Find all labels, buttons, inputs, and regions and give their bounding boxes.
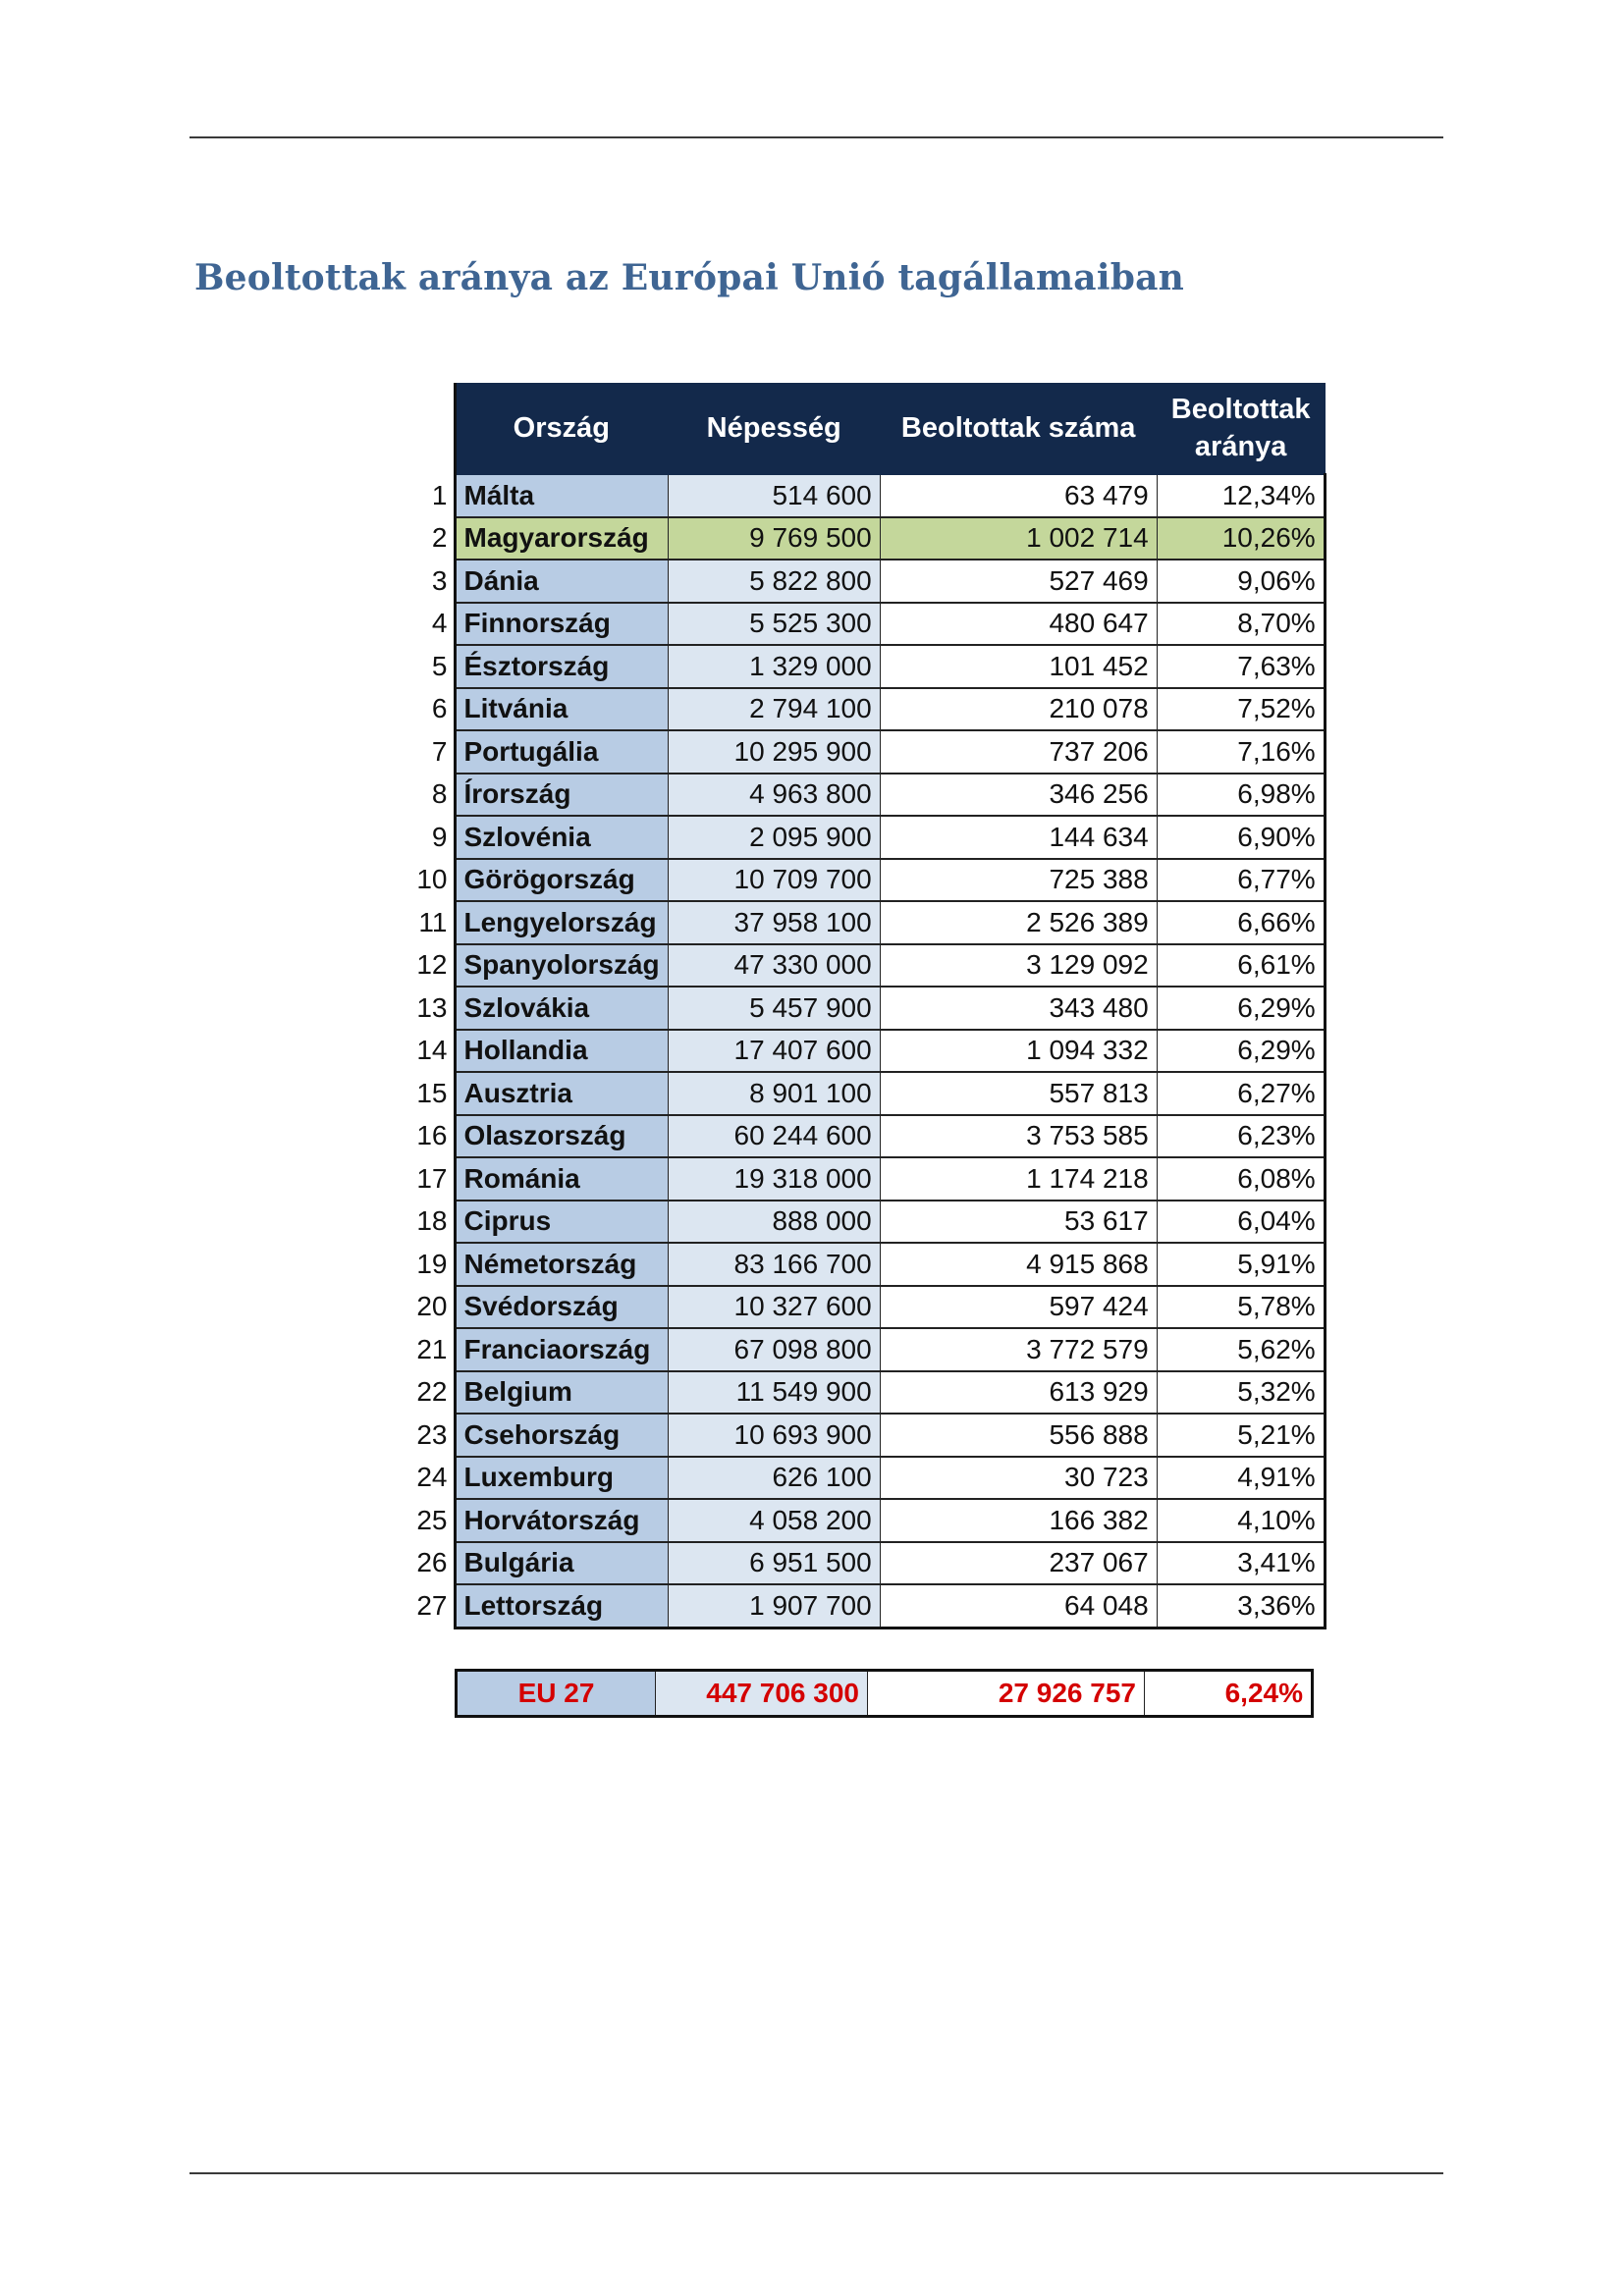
- country-cell: Csehország: [455, 1414, 668, 1457]
- country-cell: Hollandia: [455, 1030, 668, 1073]
- population-cell: 5 457 900: [668, 987, 880, 1030]
- rank-cell: 17: [410, 1157, 455, 1201]
- rank-cell: 8: [410, 774, 455, 817]
- ratio-cell: 5,32%: [1157, 1371, 1325, 1415]
- country-cell: Málta: [455, 474, 668, 517]
- ratio-cell: 6,27%: [1157, 1072, 1325, 1115]
- table-row: [410, 603, 1325, 646]
- country-cell: Finnország: [455, 603, 668, 646]
- table-row: [410, 1030, 1325, 1073]
- rank-cell: 5: [410, 645, 455, 688]
- vaccinated-cell: 237 067: [880, 1542, 1157, 1585]
- ratio-cell: 6,66%: [1157, 901, 1325, 944]
- vaccinated-cell: 210 078: [880, 688, 1157, 731]
- population-cell: 10 295 900: [668, 730, 880, 774]
- ratio-header: [1157, 384, 1325, 474]
- country-cell: Írország: [455, 774, 668, 817]
- country-cell: Franciaország: [455, 1328, 668, 1371]
- ratio-cell: 5,62%: [1157, 1328, 1325, 1371]
- country-cell: Bulgária: [455, 1542, 668, 1585]
- ratio-cell: 8,70%: [1157, 603, 1325, 646]
- eu-total-vaccinated: 27 926 757: [868, 1671, 1145, 1717]
- eu-total-ratio: 6,24%: [1145, 1671, 1313, 1717]
- rank-header: [410, 384, 455, 474]
- ratio-cell: 5,91%: [1157, 1243, 1325, 1286]
- table-row: [410, 474, 1325, 517]
- vaccinated-cell: 343 480: [880, 987, 1157, 1030]
- table-row: [410, 1499, 1325, 1542]
- table-row: [410, 1243, 1325, 1286]
- country-cell: Ausztria: [455, 1072, 668, 1115]
- population-cell: 1 329 000: [668, 645, 880, 688]
- eu-total-row: [457, 1671, 1313, 1717]
- vaccinated-header: Beoltottak száma: [880, 384, 1157, 474]
- rank-cell: 12: [410, 944, 455, 988]
- population-cell: 8 901 100: [668, 1072, 880, 1115]
- ratio-cell: 4,10%: [1157, 1499, 1325, 1542]
- country-cell: Portugália: [455, 730, 668, 774]
- table-row: [410, 859, 1325, 902]
- country-cell: Észtország: [455, 645, 668, 688]
- vaccinated-cell: 1 002 714: [880, 517, 1157, 561]
- vaccinated-cell: 3 753 585: [880, 1115, 1157, 1158]
- ratio-cell: 6,77%: [1157, 859, 1325, 902]
- ratio-cell: 5,21%: [1157, 1414, 1325, 1457]
- rank-cell: 21: [410, 1328, 455, 1371]
- country-cell: Németország: [455, 1243, 668, 1286]
- population-cell: 17 407 600: [668, 1030, 880, 1073]
- rank-cell: 3: [410, 560, 455, 603]
- ratio-cell: 4,91%: [1157, 1457, 1325, 1500]
- table-row: [410, 1457, 1325, 1500]
- table-row: [410, 1115, 1325, 1158]
- population-cell: 67 098 800: [668, 1328, 880, 1371]
- population-cell: 5 822 800: [668, 560, 880, 603]
- population-cell: 83 166 700: [668, 1243, 880, 1286]
- footer-rule: [189, 2172, 1443, 2174]
- vaccinated-cell: 3 772 579: [880, 1328, 1157, 1371]
- rank-cell: 24: [410, 1457, 455, 1500]
- vaccinated-cell: 101 452: [880, 645, 1157, 688]
- rank-cell: 11: [410, 901, 455, 944]
- table-header-row: [410, 384, 1325, 474]
- ratio-cell: 6,08%: [1157, 1157, 1325, 1201]
- vaccinated-cell: 527 469: [880, 560, 1157, 603]
- rank-cell: 15: [410, 1072, 455, 1115]
- ratio-cell: 7,52%: [1157, 688, 1325, 731]
- rank-cell: 1: [410, 474, 455, 517]
- vaccinated-cell: 63 479: [880, 474, 1157, 517]
- population-cell: 10 709 700: [668, 859, 880, 902]
- population-cell: 888 000: [668, 1201, 880, 1244]
- table-row: [410, 987, 1325, 1030]
- country-header: Ország: [455, 384, 668, 474]
- table-row: [410, 1371, 1325, 1415]
- table-row: [410, 645, 1325, 688]
- ratio-cell: 6,04%: [1157, 1201, 1325, 1244]
- vaccinated-cell: 53 617: [880, 1201, 1157, 1244]
- vaccinated-cell: 1 174 218: [880, 1157, 1157, 1201]
- rank-cell: 16: [410, 1115, 455, 1158]
- table-row: [410, 774, 1325, 817]
- ratio-cell: 3,36%: [1157, 1584, 1325, 1628]
- eu-total-table: [455, 1669, 1314, 1718]
- rank-cell: 4: [410, 603, 455, 646]
- country-cell: Belgium: [455, 1371, 668, 1415]
- vaccinated-cell: 346 256: [880, 774, 1157, 817]
- ratio-cell: 7,16%: [1157, 730, 1325, 774]
- rank-cell: 14: [410, 1030, 455, 1073]
- population-cell: 1 907 700: [668, 1584, 880, 1628]
- country-cell: Ciprus: [455, 1201, 668, 1244]
- vaccinated-cell: 613 929: [880, 1371, 1157, 1415]
- table-body: [410, 474, 1325, 1628]
- country-cell: Magyarország: [455, 517, 668, 561]
- ratio-cell: 9,06%: [1157, 560, 1325, 603]
- vaccinated-cell: 144 634: [880, 816, 1157, 859]
- vaccinated-cell: 2 526 389: [880, 901, 1157, 944]
- population-cell: 6 951 500: [668, 1542, 880, 1585]
- rank-cell: 22: [410, 1371, 455, 1415]
- country-cell: Szlovákia: [455, 987, 668, 1030]
- population-header: Népesség: [668, 384, 880, 474]
- ratio-cell: 7,63%: [1157, 645, 1325, 688]
- vaccinated-cell: 30 723: [880, 1457, 1157, 1500]
- country-cell: Svédország: [455, 1286, 668, 1329]
- rank-cell: 20: [410, 1286, 455, 1329]
- vaccinated-cell: 737 206: [880, 730, 1157, 774]
- table-row: [410, 560, 1325, 603]
- ratio-cell: 6,98%: [1157, 774, 1325, 817]
- rank-cell: 19: [410, 1243, 455, 1286]
- country-cell: Lengyelország: [455, 901, 668, 944]
- population-cell: 9 769 500: [668, 517, 880, 561]
- table-row: [410, 816, 1325, 859]
- vaccinated-cell: 557 813: [880, 1072, 1157, 1115]
- population-cell: 4 058 200: [668, 1499, 880, 1542]
- rank-cell: 23: [410, 1414, 455, 1457]
- rank-cell: 18: [410, 1201, 455, 1244]
- ratio-header-line2: aránya: [1194, 431, 1287, 462]
- table-row: [410, 1542, 1325, 1585]
- population-cell: 2 794 100: [668, 688, 880, 731]
- ratio-cell: 5,78%: [1157, 1286, 1325, 1329]
- country-cell: Szlovénia: [455, 816, 668, 859]
- ratio-cell: 3,41%: [1157, 1542, 1325, 1585]
- population-cell: 19 318 000: [668, 1157, 880, 1201]
- country-cell: Olaszország: [455, 1115, 668, 1158]
- table-row: [410, 944, 1325, 988]
- table-row: [410, 1414, 1325, 1457]
- population-cell: 626 100: [668, 1457, 880, 1500]
- rank-cell: 10: [410, 859, 455, 902]
- header-rule: [189, 136, 1443, 138]
- rank-cell: 25: [410, 1499, 455, 1542]
- population-cell: 37 958 100: [668, 901, 880, 944]
- ratio-cell: 6,29%: [1157, 1030, 1325, 1073]
- ratio-cell: 12,34%: [1157, 474, 1325, 517]
- vaccinated-cell: 725 388: [880, 859, 1157, 902]
- ratio-cell: 6,90%: [1157, 816, 1325, 859]
- vaccinated-cell: 3 129 092: [880, 944, 1157, 988]
- rank-cell: 13: [410, 987, 455, 1030]
- rank-cell: 6: [410, 688, 455, 731]
- vaccinated-cell: 166 382: [880, 1499, 1157, 1542]
- table-row: [410, 517, 1325, 561]
- ratio-cell: 10,26%: [1157, 517, 1325, 561]
- country-cell: Horvátország: [455, 1499, 668, 1542]
- population-cell: 11 549 900: [668, 1371, 880, 1415]
- population-cell: 47 330 000: [668, 944, 880, 988]
- rank-cell: 9: [410, 816, 455, 859]
- vaccinated-cell: 1 094 332: [880, 1030, 1157, 1073]
- ratio-header-line1: Beoltottak: [1170, 394, 1311, 426]
- vaccinated-cell: 597 424: [880, 1286, 1157, 1329]
- population-cell: 10 327 600: [668, 1286, 880, 1329]
- vaccination-table: [410, 383, 1326, 1629]
- country-cell: Lettország: [455, 1584, 668, 1628]
- table-row: [410, 730, 1325, 774]
- table-row: [410, 1286, 1325, 1329]
- ratio-cell: 6,23%: [1157, 1115, 1325, 1158]
- rank-cell: 27: [410, 1584, 455, 1628]
- population-cell: 2 095 900: [668, 816, 880, 859]
- eu-total-population: 447 706 300: [656, 1671, 868, 1717]
- population-cell: 10 693 900: [668, 1414, 880, 1457]
- vaccinated-cell: 480 647: [880, 603, 1157, 646]
- country-cell: Románia: [455, 1157, 668, 1201]
- table-row: [410, 901, 1325, 944]
- vaccinated-cell: 4 915 868: [880, 1243, 1157, 1286]
- population-cell: 60 244 600: [668, 1115, 880, 1158]
- country-cell: Litvánia: [455, 688, 668, 731]
- table-row: [410, 1328, 1325, 1371]
- country-cell: Luxemburg: [455, 1457, 668, 1500]
- country-cell: Görögország: [455, 859, 668, 902]
- rank-cell: 7: [410, 730, 455, 774]
- table-row: [410, 688, 1325, 731]
- vaccinated-cell: 64 048: [880, 1584, 1157, 1628]
- population-cell: 514 600: [668, 474, 880, 517]
- ratio-cell: 6,29%: [1157, 987, 1325, 1030]
- rank-cell: 2: [410, 517, 455, 561]
- eu-total-label: EU 27: [457, 1671, 656, 1717]
- vaccinated-cell: 556 888: [880, 1414, 1157, 1457]
- country-cell: Spanyolország: [455, 944, 668, 988]
- table-row: [410, 1072, 1325, 1115]
- population-cell: 4 963 800: [668, 774, 880, 817]
- table-row: [410, 1584, 1325, 1628]
- table-row: [410, 1201, 1325, 1244]
- table-row: [410, 1157, 1325, 1201]
- country-cell: Dánia: [455, 560, 668, 603]
- rank-cell: 26: [410, 1542, 455, 1585]
- population-cell: 5 525 300: [668, 603, 880, 646]
- page-title: Beoltottak aránya az Európai Unió tagállamaiban: [194, 257, 1184, 298]
- ratio-cell: 6,61%: [1157, 944, 1325, 988]
